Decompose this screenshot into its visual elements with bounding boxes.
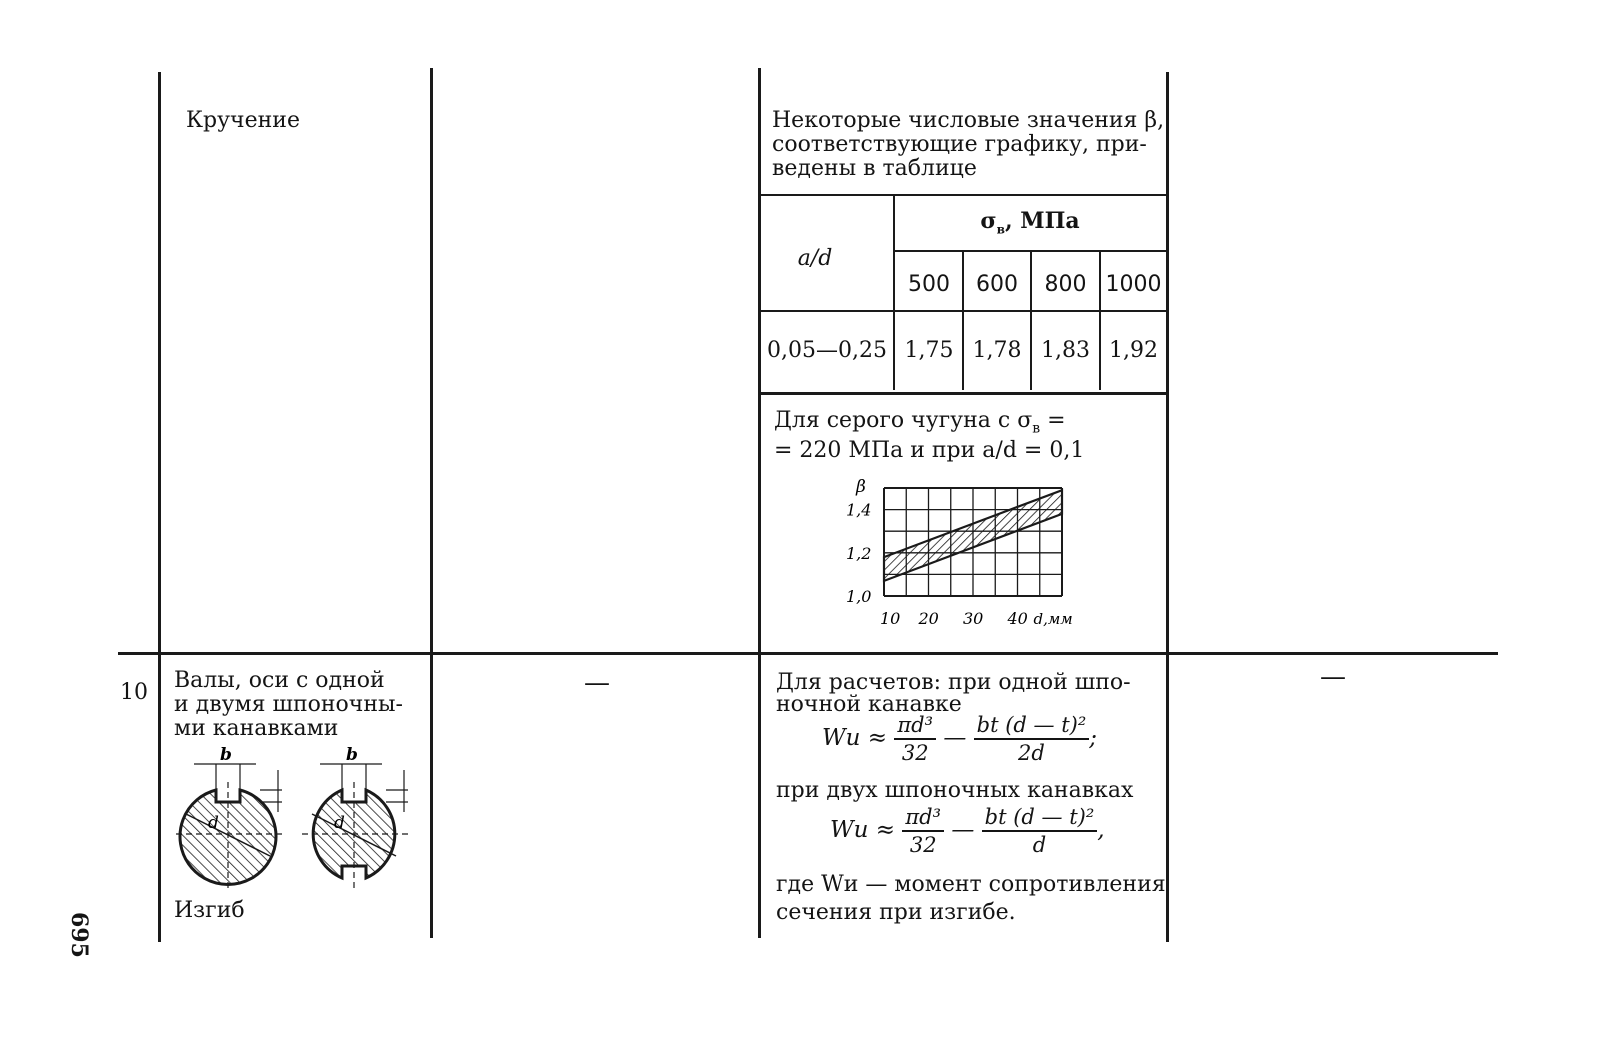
- row-separator: [118, 652, 1498, 655]
- table-row-label: 0,05—0,25: [767, 338, 887, 363]
- table-col-1000: 1000: [1105, 272, 1162, 297]
- calc-intro-line-2: ночной канавке: [776, 692, 962, 717]
- load-type-torsion: Кручение: [186, 108, 300, 133]
- table-header-divider: [893, 196, 895, 390]
- table-row-header: a/d: [797, 246, 833, 271]
- y-tick-1,2: 1,2: [846, 543, 872, 563]
- where-line-1: где Wи — момент сопротивления: [776, 872, 1166, 897]
- table-cell-1: 1,75: [904, 338, 954, 363]
- unit-label: , МПа: [1004, 208, 1080, 234]
- table-column-group-header: [900, 208, 1160, 236]
- calc-intro-line-1: Для расчетов: при одной шпо-: [776, 670, 1131, 695]
- dim-label-d1: d: [208, 813, 219, 833]
- beta-vs-diameter-chart: [840, 478, 1100, 638]
- formula-single-keyway: Wи ≈ $\frac{\text{πd³}}{32}$ — $\frac{\text{bt (d — t)²}}{2d}$ ;: [822, 713, 1097, 765]
- dim-label-b2: b: [346, 745, 358, 765]
- beta-note-line-3: ведены в таблице: [772, 156, 977, 181]
- table-bottom-border: [760, 392, 1166, 395]
- shaft-title-line-1: Валы, оси с одной: [174, 668, 385, 693]
- table-cell-2: 1,78: [972, 338, 1022, 363]
- beta-note-line-2: соответствующие графику, при-: [772, 132, 1147, 157]
- cast-iron-line-1: Для серого чугуна с $\sigma_в$ =: [774, 408, 1066, 437]
- col-border-1: [158, 72, 161, 942]
- formula-two-keyways: Wи ≈ $\frac{\text{πd³}}{32}$ — $\frac{\text{bt (d — t)²}}{d}$ ,: [830, 805, 1105, 857]
- shaft-title-line-3: ми канавками: [174, 716, 339, 741]
- cast-iron-line-2: = 220 МПа и при a/d = 0,1: [774, 438, 1085, 463]
- col-border-2: [430, 68, 433, 938]
- col-border-3: [758, 68, 761, 938]
- two-keyways-label: при двух шпоночных канавках: [776, 778, 1134, 803]
- table-col-500: 500: [908, 272, 950, 297]
- table-cell-3: 1,83: [1041, 338, 1090, 363]
- y-tick-1,0: 1,0: [846, 587, 872, 606]
- dim-label-d2: d: [334, 813, 345, 833]
- sigma-subscript: в: [996, 222, 1005, 237]
- sigma-symbol: σ: [980, 208, 997, 234]
- beta-note-line-1: Некоторые числовые значения β,: [772, 108, 1165, 133]
- col5-dash: —: [1320, 662, 1346, 692]
- table-cell-4: 1,92: [1109, 338, 1158, 363]
- table-col-800: 800: [1044, 272, 1087, 297]
- x-tick-20: 20: [918, 609, 939, 628]
- col3-dash: —: [584, 668, 610, 698]
- dim-label-b1: b: [220, 745, 232, 765]
- x-tick-30: 30: [963, 609, 984, 628]
- row-number: 10: [120, 680, 148, 705]
- single-keyway-shaft: [176, 764, 286, 890]
- load-type-bending: Изгиб: [174, 898, 245, 923]
- keyway-cross-section-diagrams: [168, 742, 418, 892]
- col-border-4: [1166, 72, 1169, 942]
- x-tick-10: 10: [880, 609, 901, 628]
- table-header-bottom: [760, 310, 1166, 312]
- table-top-border: [760, 194, 1166, 196]
- x-axis-label: d,мм: [1033, 610, 1073, 628]
- y-tick-1,4: 1,4: [846, 500, 872, 520]
- y-axis-label: β: [856, 478, 866, 497]
- where-line-2: сечения при изгибе.: [776, 900, 1016, 925]
- double-keyway-shaft: [302, 764, 412, 890]
- x-tick-40: 40: [1007, 609, 1028, 628]
- shaft-title-line-2: и двумя шпоночны-: [174, 692, 403, 717]
- table-col-600: 600: [976, 272, 1018, 297]
- page-number: 695: [66, 912, 92, 958]
